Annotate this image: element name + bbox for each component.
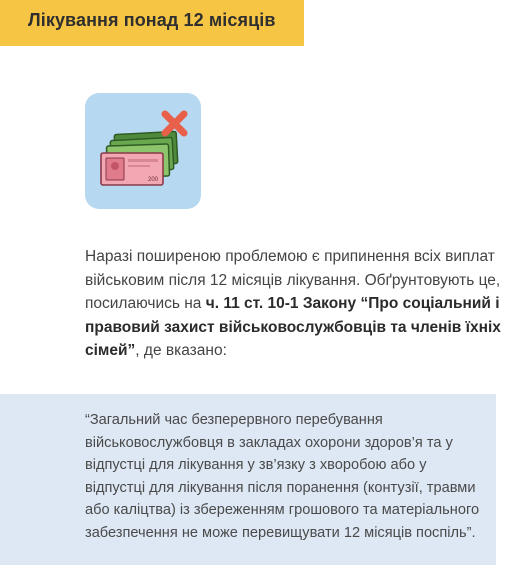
law-quote: “Загальний час безперервного перебування військовослужбовця в закладах охорони здоров’я та у відпустці для лікування у зв’язку з хворобою або у відпустці для лікування після поранення (контузії, травми або каліцтва) із збереженням грошового та матеріального забезпечення не може перевищувати 12 місяців поспіль”. <box>85 412 480 541</box>
intro-text-start: Наразі поширеною проблемою є припинення всіх виплат військовим після 12 місяців лікування. Обґрунтовують це, посилаючись на <box>85 248 501 312</box>
close-icon <box>165 114 184 133</box>
header-band <box>0 0 304 46</box>
section-title: Лікування понад 12 місяців <box>28 10 276 30</box>
intro-paragraph <box>85 245 505 363</box>
banknote-value: 200 <box>147 177 158 183</box>
banknotes-graphic <box>85 93 201 209</box>
law-reference: ч. 11 ст. 10-1 Закону “Про соціальний і правовий захист військовослужбовців та членів їхніх сімей” <box>85 295 501 359</box>
money-cancel-icon <box>85 93 201 209</box>
intro-text-end: , де вказано: <box>135 342 227 359</box>
